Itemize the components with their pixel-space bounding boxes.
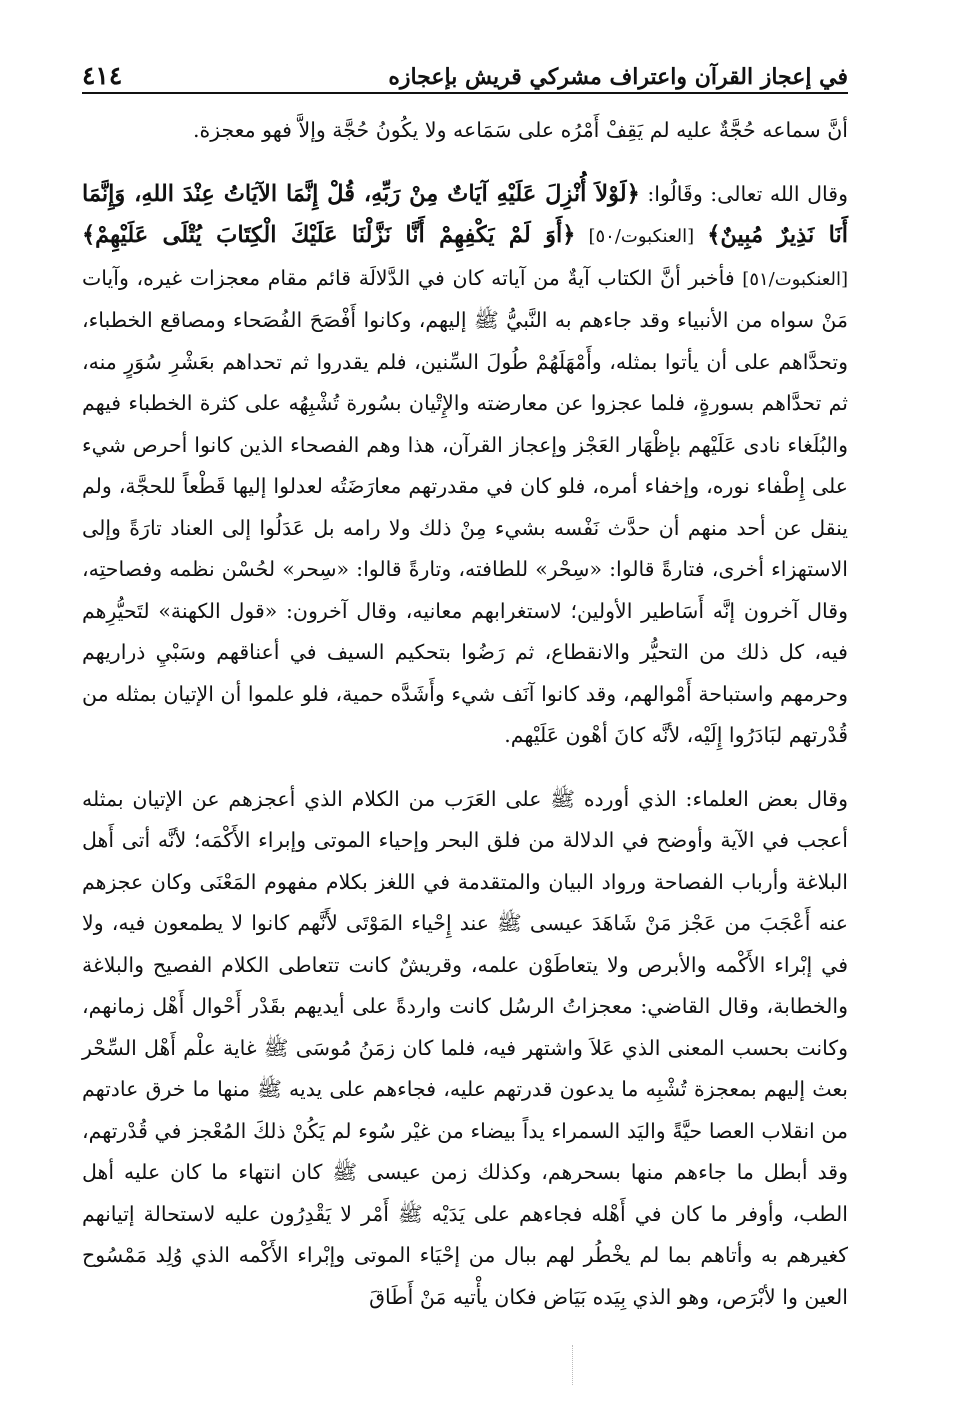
quran-verse-2: ﴿أَوَ لَمْ يَكْفِهِمْ أَنَّا نَزَّلْنَا عَلَيْكَ الْكِتَابَ يُتْلَى عَلَيْهِمْ﴾ [82,222,576,248]
page-header [82,58,848,94]
verse-reference-2: [العنكبوت/٥١] [742,268,848,290]
paragraph-3: وقال بعض العلماء: الذي أورده ﷺ على العَرَب من الكلام الذي أعجزهم عن الإتيان بمثله أعجب في الآية وأوضح في الدلالة من فلق البحر وإحياء الموتى وإبراء الأَكْمَه؛ لأنَّه أتى أَهل البلاغة وأرباب الفصاحة ورواد البيان والمتقدمة في اللغز بكلام مفهوم المَعْنَى وكان عجزهم عنه أَعْجَبَ من عَجْز مَنْ شَاهَدَ عيسى ﷺ عند إِحْياء المَوْتَى لأَنَّهم كانوا لا يطمعون فيه، ولا في إبْراء الأَكْمه والأبرص ولا يتعاطَوْن علمه، وقريشٌ كانت تتعاطى الكلام الفصيح والبلاغة والخطابة، وقال القاضي: معجزاتُ الرسُل كانت واردةً على أيديهم بقَدْر أَحْوال أَهْل زمانهم، وكانت بحسب المعنى الذي عَلاَ واشتهر فيه، فلما كان زمَنُ مُوسَى ﷺ غاية علْم أَهْل السِّحْر بعث إليهم بمعجزة تُشْبِه ما يدعون قدرتهم عليه، فجاءهم على يديه ﷺ منها ما خرق عادتهم من انقلاب العصا حيَّةً واليَد السمراء يداً بيضاء من غيْر سُوء لم يَكُنْ ذلكَ المُعْجز في قُدْرتهم، وقد أبطل ما جاءهم منها بسحرهم، وكذلك زمن عيسى ﷺ كان انتهاء ما كان عليه أهل الطب، وأوفر ما كان في أَهْله فجاءهم على يَدَيْه ﷺ أَمْر لا يَقْدِرُون عليه لاستحالة إتيانهم كغيرهم به وأتاهم بما لم يخْطُر لهم ببال من إحْيَاء الموتى وإبْراء الأَكْمه الذي وُلِد مَمْسُوح العين وا لأبْرَص، وهو الذي بِيَده بَيَاض فكان يأْتيه مَنْ أَطَاقَ [82,786,848,1309]
verse-reference-1: [العنكبوت/٥٠] [588,226,695,247]
running-title: في إعجاز القرآن واعتراف مشركي قريش بإعجازه [388,64,848,90]
quote-intro: وقال الله تعالى: وقَالُوا: [647,181,848,206]
page-fold-mark [572,1345,574,1385]
page-number: ٤١٤ [82,61,123,90]
paragraph-2-body: فأخبر أنَّ الكتاب آيةٌ من آياته كان في الدَّلالَة قائم مقام معجزات غيره، وآيات مَنْ سواه من الأنبياء وقد جاءهم به النَّبيُّ ﷺ إليهم، وكانوا أَفْصَحَ الفُصَحاء ومصاقع الخطباء، وتحدَّاهم على أن يأتوا بمثله، وأَمْهَلَهُمْ طُولَ السِّنين، فلم يقدروا ثم تحداهم بعَشْرِ سُوَرٍ منه، ثم تحدَّاهم بسورةٍ، فلما عجزوا عن معارضته والإِتْيان بسُورة تُشْبِهُه على كثرة الخطباء فيهم والبُلَغاء نادى عَلَيْهم بإظْهَار العَجْز وإعجاز القرآن، هذا وهم الفصحاء الذين كانوا أحرص شيء على إِطْفاء نوره، وإخفاء أمره، فلو كان في مقدرتهم معارَضَتُه لعدلوا إليها قَطْعاً للحجَّة، ولم ينقل عن أحد منهم أن حدَّث نَفْسه بشيء مِنْ ذلك ولا رامه بل عَدَلُوا إلى العناد تارَةً وإلى الاستهزاء أخرى، فتارةً قالوا: «سِحْر» للطافته، وتارةً قالوا: «سِحر» لحُسْن نظمه وفصاحتِه، وقال آخرون إنَّه أَسَاطير الأولين؛ لاستغرابهم معانيه، وقال آخرون: «قول الكهنة» لتَحيُّرِهم فيه، كل ذلك من التحيُّر والانقطاع، ثم رَضُوا بتحكيم السيف في أعناقهم وسَبْيِ ذراريهم وحرمهم واستباحة أَمْوالهم، وقد كانوا آنَف شيء وأَشَدَّه حمية، فلو علموا أن الإتيان بمثله من قُدْرتهم لبَادَرُوا إِلَيْه، لأنَّه كانَ أهْون عَلَيْهم. [82,265,848,747]
quran-verse-1: ﴿لَوْلاَ أُنْزِلَ عَلَيْهِ آيَاتٌ مِنْ رَبِّهِ، قُلْ إِنَّمَا الآيَاتُ عِنْدَ اللهِ، وَإِنَّمَا أَنَا نَذِيرٌ مُبِينٌ﴾ [82,180,848,248]
paragraph-2 [82,174,848,757]
body-text [82,110,848,1318]
paragraph-1: أنَّ سماعه حُجَّةٌ عليه لم يَقِفْ أَمْرُه على سَمَاعه ولا يكُونُ حُجَّة وإلاَّ فهو معجزة. [192,118,848,142]
